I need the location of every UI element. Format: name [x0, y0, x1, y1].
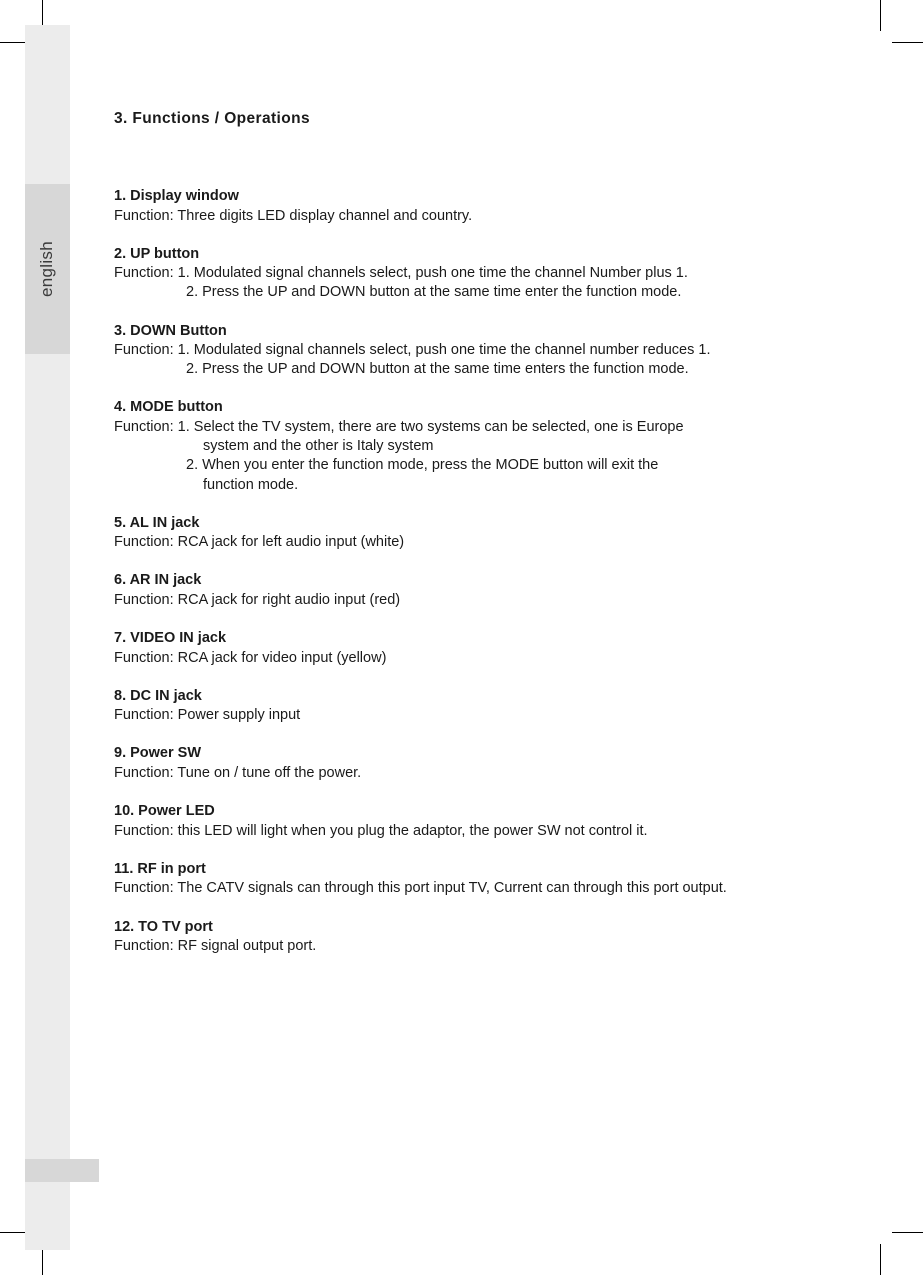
section-title: 6. AR IN jack [114, 572, 202, 589]
crop-mark [880, 0, 881, 31]
section-al-in-jack [114, 514, 814, 553]
section-text: Function: RCA jack for right audio input (red) [114, 591, 401, 608]
crop-mark [880, 1244, 881, 1275]
section-text: Function: this LED will light when you plug the adaptor, the power SW not control it. [114, 822, 648, 839]
section-title: 2. UP button [114, 245, 200, 262]
language-tab-label: english [37, 241, 56, 297]
section-title: 12. TO TV port [114, 918, 213, 935]
section-up-button [114, 245, 814, 303]
section-text: Function: 1. Modulated signal channels select, push one time the channel number reduces 1. [114, 342, 711, 359]
section-dc-in-jack [114, 687, 814, 726]
section-text: Function: RCA jack for video input (yellow) [114, 649, 387, 666]
section-video-in-jack [114, 629, 814, 668]
section-text: Function: 1. Select the TV system, there are two systems can be selected, one is Europe [114, 418, 684, 435]
section-text: 2. Press the UP and DOWN button at the same time enter the function mode. [186, 284, 682, 301]
functions-list [114, 187, 814, 975]
section-text: Function: Tune on / tune off the power. [114, 764, 362, 781]
section-text: Function: RCA jack for left audio input (white) [114, 534, 405, 551]
section-text: Function: Three digits LED display channel and country. [114, 207, 473, 224]
section-mode-button [114, 398, 814, 494]
section-text: 2. Press the UP and DOWN button at the same time enters the function mode. [186, 361, 689, 378]
section-text: system and the other is Italy system [203, 438, 434, 455]
section-text: Function: The CATV signals can through this port input TV, Current can through this port output. [114, 880, 727, 897]
crop-mark [892, 1232, 923, 1233]
section-down-button [114, 322, 814, 380]
section-to-tv-port [114, 918, 814, 957]
section-title: 11. RF in port [114, 860, 206, 877]
section-ar-in-jack [114, 571, 814, 610]
section-title: 3. DOWN Button [114, 322, 227, 339]
section-power-sw [114, 744, 814, 783]
section-title: 9. Power SW [114, 745, 202, 762]
section-rf-in-port [114, 860, 814, 899]
section-title: 8. DC IN jack [114, 687, 202, 704]
section-text: Function: Power supply input [114, 707, 301, 724]
section-title: 4. MODE button [114, 399, 223, 416]
section-text: Function: 1. Modulated signal channels select, push one time the channel Number plus 1. [114, 265, 688, 282]
section-title: 10. Power LED [114, 803, 215, 820]
crop-mark [892, 42, 923, 43]
section-title: 5. AL IN jack [114, 514, 200, 531]
section-text: 2. When you enter the function mode, press the MODE button will exit the [186, 457, 659, 474]
section-text: function mode. [203, 476, 299, 493]
section-power-led [114, 802, 814, 841]
section-title: 1. Display window [114, 188, 239, 204]
section-text: Function: RF signal output port. [114, 938, 317, 954]
section-title: 7. VIDEO IN jack [114, 630, 227, 647]
page-number-box [25, 1159, 99, 1182]
section-display-window [114, 187, 814, 226]
page-title: 3. Functions / Operations [114, 110, 311, 127]
